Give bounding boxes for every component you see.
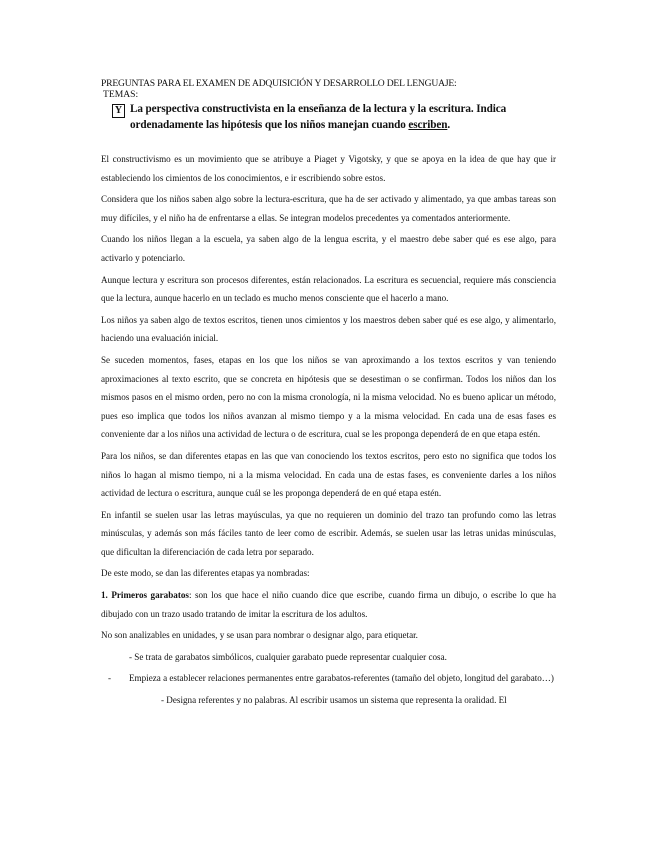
stage-1-title: Primeros garabatos	[111, 590, 189, 601]
document-body	[101, 150, 556, 713]
stage-1-number: 1.	[101, 590, 108, 601]
exam-header: PREGUNTAS PARA EL EXAMEN DE ADQUISICIÓN Y DESARROLLO DEL LENGUAJE:	[101, 78, 457, 89]
paragraph: De este modo, se dan las diferentes etapas ya nombradas:	[101, 568, 310, 579]
bullet-marker: -	[108, 673, 112, 684]
question-text: La perspectiva constructivista en la enseñanza de la lectura y la escritura. Indica ordenadamente las hipótesis que los niños manejan cuando	[130, 103, 507, 131]
paragraph: Considera que los niños saben algo sobre la lectura-escritura, que ha de ser activado y alimentado, ya que ambas tareas son muy difíciles, y el niño ha de enfrentarse a ellas. Se integran modelos precedentes ya comentados anteriormente.	[101, 194, 556, 223]
stage-1-text: : son los que hace el niño cuando dice que escribe, cuando firma un dibujo, o escribe lo que ha dibujado con un trazo usado tratando de imitar la escritura de los adultos.	[101, 590, 557, 619]
question-end: .	[447, 119, 451, 131]
question-marker-box: Y	[112, 104, 125, 118]
temas-label: TEMAS:	[103, 89, 139, 100]
question-emphasis: escriben	[408, 119, 448, 131]
paragraph: El constructivismo es un movimiento que se atribuye a Piaget y Vigotsky, y que se apoya en la idea de que hay que ir estableciendo los cimientos de los conocimientos, e ir escribiendo sobre estos.	[101, 154, 556, 183]
paragraph: Aunque lectura y escritura son procesos diferentes, están relacionados. La escritura es secuencial, requiere más consciencia que la lectura, aunque hacerlo en un teclado es mucho menos consciente que el hacerlo a mano.	[101, 274, 556, 304]
paragraph: Cuando los niños llegan a la escuela, ya saben algo de la lengua escrita, y el maestro debe saber qué es ese algo, para activarlo y potenciarlo.	[101, 234, 556, 263]
paragraph: Los niños ya saben algo de textos escritos, tienen unos cimientos y los maestros deben saber qué es ese algo, y alimentarlo, haciendo una evaluación inicial.	[101, 314, 556, 344]
paragraph: Se suceden momentos, fases, etapas en los que los niños se van aproximando a los textos escritos y van teniendo aproximaciones al texto escrito, que se concreta en hipótesis que se desestiman o se confirman. Todos los niños dan los mismos pasos en el mismo orden, pero no con la misma cronología, ni la misma velocidad. No es bueno aplicar un método, pues eso implica que todos los niños avanzan al mismo tiempo y a la misma velocidad. En cada una de esas fases es conveniente dar a los niños una actividad de lectura o de escritura, cual se les proponga dependerá de en que etapa estén.	[101, 354, 556, 440]
paragraph: En infantil se suelen usar las letras mayúsculas, ya que no requieren un dominio del trazo tan profundo como las letras minúsculas, y además son más fáciles tanto de leer como de escribir. Además, se suelen usar las letras unidas minúsculas, que dificultan la diferenciación de cada letra por separado.	[101, 509, 556, 557]
bullet-item	[101, 669, 556, 688]
question-heading	[130, 101, 560, 133]
paragraph: Para los niños, se dan diferentes etapas en las que van conociendo los textos escritos, pero esto no significa que todos los niños lo hagan al mismo tiempo, ni a la misma velocidad. En cada una de estas fases, es conveniente darles a los niños actividad de lectura o escritura, aunque cuál se les proponga dependerá de en qué etapa estén.	[101, 450, 556, 499]
stage-note: No son analizables en unidades, y se usan para nombrar o designar algo, para etiquetar.	[101, 630, 418, 641]
bullet-item: - Designa referentes y no palabras. Al escribir usamos un sistema que representa la oralidad. El	[161, 695, 507, 706]
bullet-item: - Se trata de garabatos simbólicos, cualquier garabato puede representar cualquier cosa.	[129, 651, 447, 662]
stage-1-paragraph	[101, 586, 556, 623]
bullet-text: Empieza a establecer relaciones permanentes entre garabatos-referentes (tamaño del objeto, longitud del garabato…)	[129, 673, 554, 684]
